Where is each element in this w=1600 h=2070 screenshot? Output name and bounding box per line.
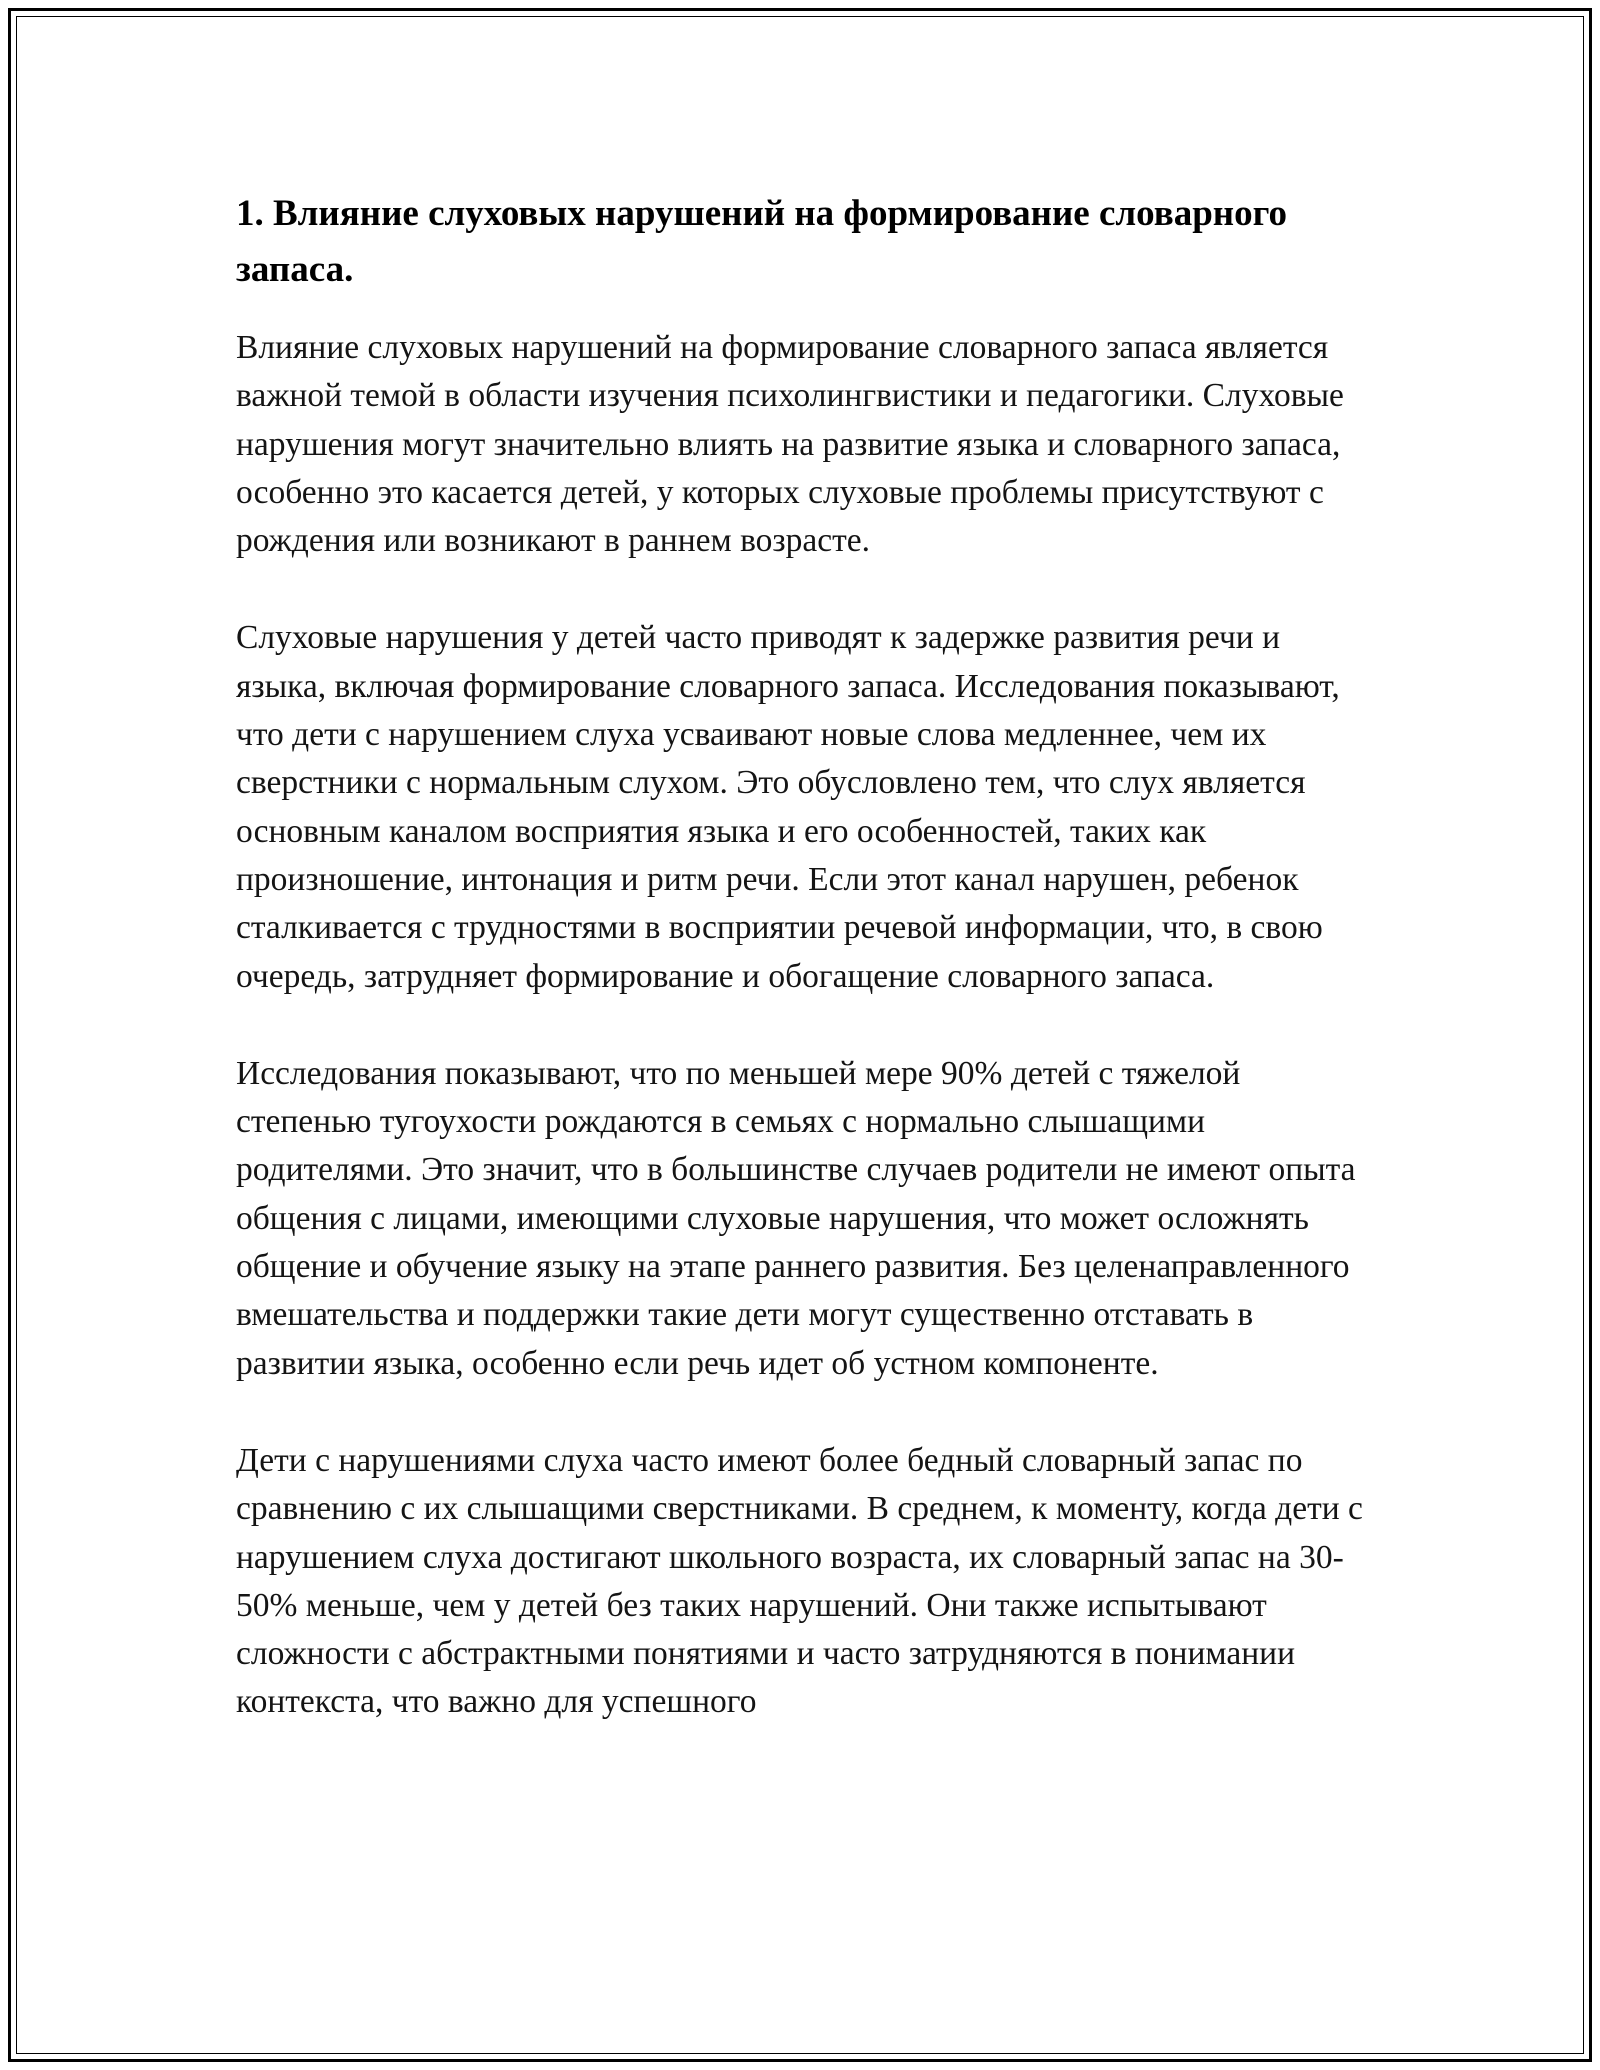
paragraph-1: Влияние слуховых нарушений на формирование словарного запаса является важной темой в области изучения психолингвистики и педагогики. Слуховые нарушения могут значительно влиять на развитие языка и словарного запаса, особенно это касается детей, у которых слуховые проблемы присутствуют с рождения или возникают в раннем возрасте.: [236, 329, 1344, 560]
document-body: [236, 186, 1378, 1776]
page-title: 1. Влияние слуховых нарушений на формирование словарного запаса.: [236, 193, 1287, 290]
paragraph-3: Исследования показывают, что по меньшей мере 90% детей с тяжелой степенью тугоухости рождаются в семьях с нормально слышащими родителями. Это значит, что в большинстве случаев родители не имеют опыта общения с лицами, имеющими слуховые нарушения, что может осложнять общение и обучение языку на этапе раннего развития. Без целенаправленного вмешательства и поддержки такие дети могут существенно отставать в развитии языка, особенно если речь идет об устном компоненте.: [236, 1054, 1356, 1382]
paragraph-4: Дети с нарушениями слуха часто имеют более бедный словарный запас по сравнению с их слышащими сверстниками. В среднем, к моменту, когда дети с нарушением слуха достигают школьного возраста, их словарный запас на 30-50% меньше, чем у детей без таких нарушений. Они также испытывают сложности с абстрактными понятиями и часто затрудняются в понимании контекста, что важно для успешного: [236, 1441, 1363, 1721]
paragraph-2: Слуховые нарушения у детей часто приводят к задержке развития речи и языка, включая формирование словарного запаса. Исследования показывают, что дети с нарушением слуха усваивают новые слова медленнее, чем их сверстники с нормальным слухом. Это обусловлено тем, что слух является основным каналом восприятия языка и его особенностей, таких как произношение, интонация и ритм речи. Если этот канал нарушен, ребенок сталкивается с трудностями в восприятии речевой информации, что, в свою очередь, затрудняет формирование и обогащение словарного запаса.: [236, 619, 1340, 995]
